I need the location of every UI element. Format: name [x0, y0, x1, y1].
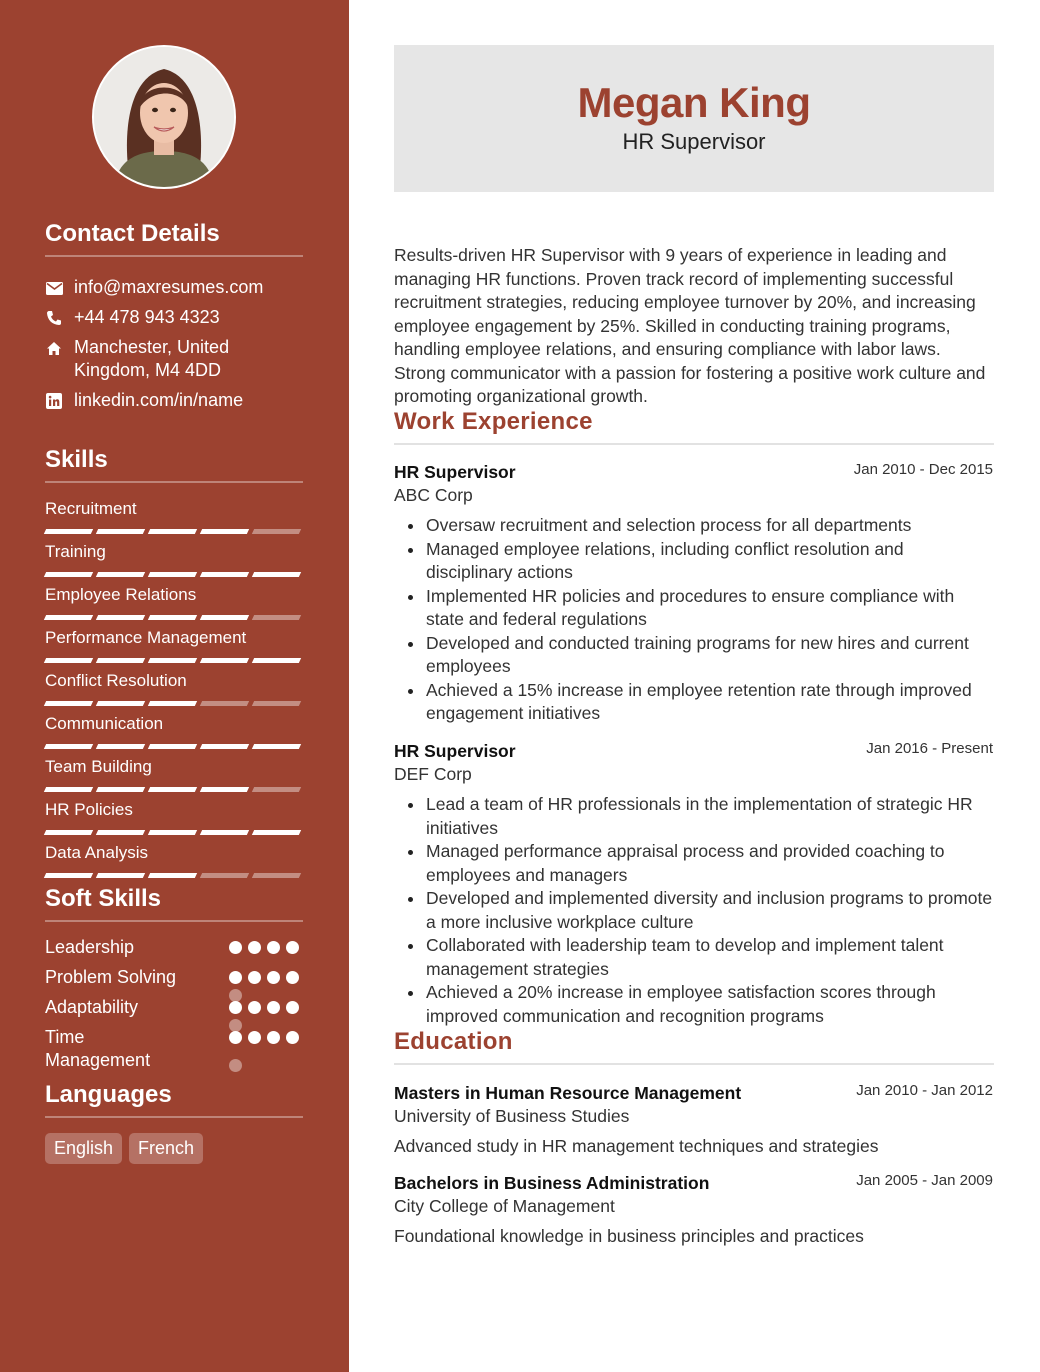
skill-rating-segment: [200, 658, 249, 663]
job-bullet: Lead a team of HR professionals in the implementation of strategic HR initiatives: [404, 793, 994, 840]
envelope-icon: [45, 279, 63, 297]
language-chip: English: [45, 1133, 122, 1164]
education-entry: [394, 1082, 994, 1158]
skill-rating-segment: [44, 529, 93, 534]
skill-rating-segment: [200, 873, 249, 878]
skill-rating-segment: [252, 873, 301, 878]
skill-rating-segment: [96, 615, 145, 620]
soft-skill-rating: [229, 996, 303, 1026]
skill-label: Recruitment: [45, 499, 137, 518]
degree: Masters in Human Resource Management: [394, 1083, 742, 1103]
soft-skill-rating-dot: [286, 1001, 299, 1014]
job-bullet: Managed performance appraisal process and provided coaching to employees and managers: [404, 840, 994, 887]
summary: Results-driven HR Supervisor with 9 years of experience in leading and managing HR functions. Proven track record of implementing successful recruitment strategies, reducing employee turnover by 20%, and increasing employee engagement by 25%. Skilled in conducting training programs, handling employee relations, and ensuring compliance with labor laws. Strong communicator with a passion for fostering a positive work culture and promoting organizational growth.: [394, 245, 986, 406]
skill-item: [45, 498, 303, 541]
skill-rating-segment: [44, 873, 93, 878]
skill-rating-segment: [252, 701, 301, 706]
skill-item: [45, 627, 303, 670]
contact-list: [45, 276, 303, 419]
job-bullet: Achieved a 20% increase in employee satisfaction scores through improved communication and recognition programs: [404, 981, 994, 1028]
education-heading: Education: [394, 1029, 994, 1065]
skill-rating: [45, 744, 303, 749]
education-dates: Jan 2010 - Jan 2012: [856, 1082, 993, 1099]
soft-skill-item: [45, 996, 303, 1026]
soft-skill-rating-dot: [267, 971, 280, 984]
skill-rating-segment: [44, 744, 93, 749]
contact-address: [45, 336, 303, 382]
skill-rating: [45, 615, 303, 620]
contact-linkedin-text: linkedin.com/in/name: [74, 390, 244, 410]
soft-skill-rating-dot: [286, 1031, 299, 1044]
skill-rating-segment: [44, 787, 93, 792]
skill-rating-segment: [148, 572, 197, 577]
skill-rating-segment: [148, 701, 197, 706]
skill-rating: [45, 572, 303, 577]
school: University of Business Studies: [394, 1106, 630, 1126]
skill-rating-segment: [148, 529, 197, 534]
soft-skill-rating-dot: [267, 941, 280, 954]
skill-rating-segment: [44, 701, 93, 706]
soft-skill-rating-dot: [248, 971, 261, 984]
candidate-role: HR Supervisor: [622, 129, 766, 154]
skill-rating-segment: [200, 572, 249, 577]
skill-rating-segment: [148, 744, 197, 749]
job-company: ABC Corp: [394, 485, 473, 505]
skill-rating-segment: [200, 787, 249, 792]
contact-phone[interactable]: [45, 306, 303, 329]
education-description: Advanced study in HR management techniques and strategies: [394, 1136, 879, 1156]
soft-skill-label: Time Management: [45, 1027, 151, 1070]
skill-rating-segment: [200, 529, 249, 534]
skill-label: Training: [45, 542, 106, 561]
linkedin-icon: [45, 392, 63, 410]
job-title: HR Supervisor: [394, 741, 516, 761]
skill-label: Conflict Resolution: [45, 671, 187, 690]
soft-skills-heading: Soft Skills: [45, 886, 303, 922]
skill-rating-segment: [96, 787, 145, 792]
soft-skill-label: Problem Solving: [45, 967, 177, 987]
skill-rating: [45, 529, 303, 534]
job-title: HR Supervisor: [394, 462, 516, 482]
skill-rating: [45, 830, 303, 835]
soft-skill-rating-dot: [248, 1031, 261, 1044]
languages-heading: Languages: [45, 1082, 303, 1118]
job-dates: Jan 2010 - Dec 2015: [853, 461, 993, 478]
soft-skill-item: [45, 966, 303, 996]
work-heading: Work Experience: [394, 409, 994, 445]
soft-skill-rating: [229, 936, 303, 966]
skill-rating-segment: [200, 701, 249, 706]
job-bullet: Implemented HR policies and procedures to ensure compliance with state and federal regulations: [404, 585, 994, 632]
language-chip: French: [129, 1133, 203, 1164]
soft-skill-rating-dot: [248, 1001, 261, 1014]
skills-list: [45, 498, 303, 885]
skills-heading: Skills: [45, 447, 303, 483]
skill-item: [45, 713, 303, 756]
soft-skill-rating-dot: [267, 1031, 280, 1044]
education-dates: Jan 2005 - Jan 2009: [856, 1172, 993, 1189]
skill-rating: [45, 701, 303, 706]
skill-rating-segment: [44, 572, 93, 577]
soft-skill-rating-dot: [229, 971, 242, 984]
soft-skill-item: [45, 936, 303, 966]
skill-item: [45, 799, 303, 842]
skill-rating-segment: [148, 658, 197, 663]
skill-rating-segment: [96, 873, 145, 878]
contact-heading: Contact Details: [45, 221, 303, 257]
skill-rating-segment: [44, 830, 93, 835]
degree: Bachelors in Business Administration: [394, 1173, 710, 1193]
skill-rating-segment: [252, 787, 301, 792]
education-description: Foundational knowledge in business principles and practices: [394, 1226, 864, 1246]
skill-rating-segment: [96, 830, 145, 835]
skill-rating-segment: [252, 658, 301, 663]
skill-rating: [45, 873, 303, 878]
job-bullets: [394, 793, 994, 1028]
profile-photo-image: [94, 47, 234, 187]
skill-rating-segment: [44, 658, 93, 663]
soft-skill-rating-dot: [286, 941, 299, 954]
skill-rating-segment: [96, 529, 145, 534]
skill-rating-segment: [252, 572, 301, 577]
job-entry: [394, 740, 994, 1028]
skill-rating-segment: [252, 744, 301, 749]
soft-skill-label: Leadership: [45, 937, 135, 957]
job-bullets: [394, 514, 994, 726]
soft-skill-rating-dot: [229, 1059, 242, 1072]
soft-skill-item: [45, 1026, 303, 1082]
skill-item: [45, 756, 303, 799]
skill-rating-segment: [96, 744, 145, 749]
skill-rating-segment: [96, 658, 145, 663]
soft-skill-rating-dot: [229, 941, 242, 954]
skill-label: Data Analysis: [45, 843, 148, 862]
skill-rating-segment: [252, 615, 301, 620]
skill-item: [45, 842, 303, 885]
soft-skill-rating-dot: [229, 1031, 242, 1044]
skill-rating-segment: [148, 615, 197, 620]
school: City College of Management: [394, 1196, 615, 1216]
skill-label: Performance Management: [45, 628, 247, 647]
contact-email[interactable]: [45, 276, 303, 299]
home-icon: [45, 339, 63, 357]
skill-rating-segment: [148, 787, 197, 792]
contact-address-text: Manchester, United Kingdom, M4 4DD: [74, 337, 230, 380]
skill-item: [45, 541, 303, 584]
skill-item: [45, 670, 303, 713]
contact-email-text: info@maxresumes.com: [74, 277, 264, 297]
profile-photo: [92, 45, 236, 189]
job-bullet: Managed employee relations, including conflict resolution and disciplinary actions: [404, 538, 994, 585]
candidate-name: Megan King: [577, 79, 811, 126]
skill-rating-segment: [200, 615, 249, 620]
skill-rating-segment: [96, 572, 145, 577]
skill-rating-segment: [252, 830, 301, 835]
skill-label: HR Policies: [45, 800, 133, 819]
contact-linkedin[interactable]: [45, 389, 303, 412]
skill-label: Employee Relations: [45, 585, 197, 604]
phone-icon: [45, 309, 63, 327]
job-dates: Jan 2016 - Present: [866, 740, 993, 757]
job-bullet: Developed and implemented diversity and inclusion programs to promote a more inclusive workplace culture: [404, 887, 994, 934]
soft-skill-label: Adaptability: [45, 997, 139, 1017]
skill-item: [45, 584, 303, 627]
job-bullet: Oversaw recruitment and selection process for all departments: [404, 514, 994, 538]
soft-skill-rating-dot: [248, 941, 261, 954]
soft-skill-rating: [229, 966, 303, 996]
soft-skills-list: [45, 936, 303, 1082]
job-bullet: Achieved a 15% increase in employee retention rate through improved engagement initiatives: [404, 679, 994, 726]
job-company: DEF Corp: [394, 764, 472, 784]
header-box: [394, 45, 994, 192]
skill-rating-segment: [148, 830, 197, 835]
skill-rating-segment: [252, 529, 301, 534]
job-bullet: Developed and conducted training programs for new hires and current employees: [404, 632, 994, 679]
education-entry: [394, 1172, 994, 1248]
contact-phone-text: +44 478 943 4323: [74, 307, 220, 327]
skill-rating-segment: [96, 701, 145, 706]
skill-rating-segment: [200, 830, 249, 835]
skill-rating-segment: [148, 873, 197, 878]
skill-rating: [45, 658, 303, 663]
soft-skill-rating: [229, 1026, 303, 1082]
languages-list: [45, 1133, 203, 1164]
soft-skill-rating-dot: [267, 1001, 280, 1014]
soft-skill-rating-dot: [229, 1001, 242, 1014]
soft-skill-rating-dot: [286, 971, 299, 984]
skill-label: Team Building: [45, 757, 152, 776]
skill-rating-segment: [200, 744, 249, 749]
skill-rating-segment: [44, 615, 93, 620]
skill-label: Communication: [45, 714, 164, 733]
skill-rating: [45, 787, 303, 792]
job-bullet: Collaborated with leadership team to develop and implement talent management strategies: [404, 934, 994, 981]
job-entry: [394, 461, 994, 726]
sidebar: [0, 0, 349, 1372]
